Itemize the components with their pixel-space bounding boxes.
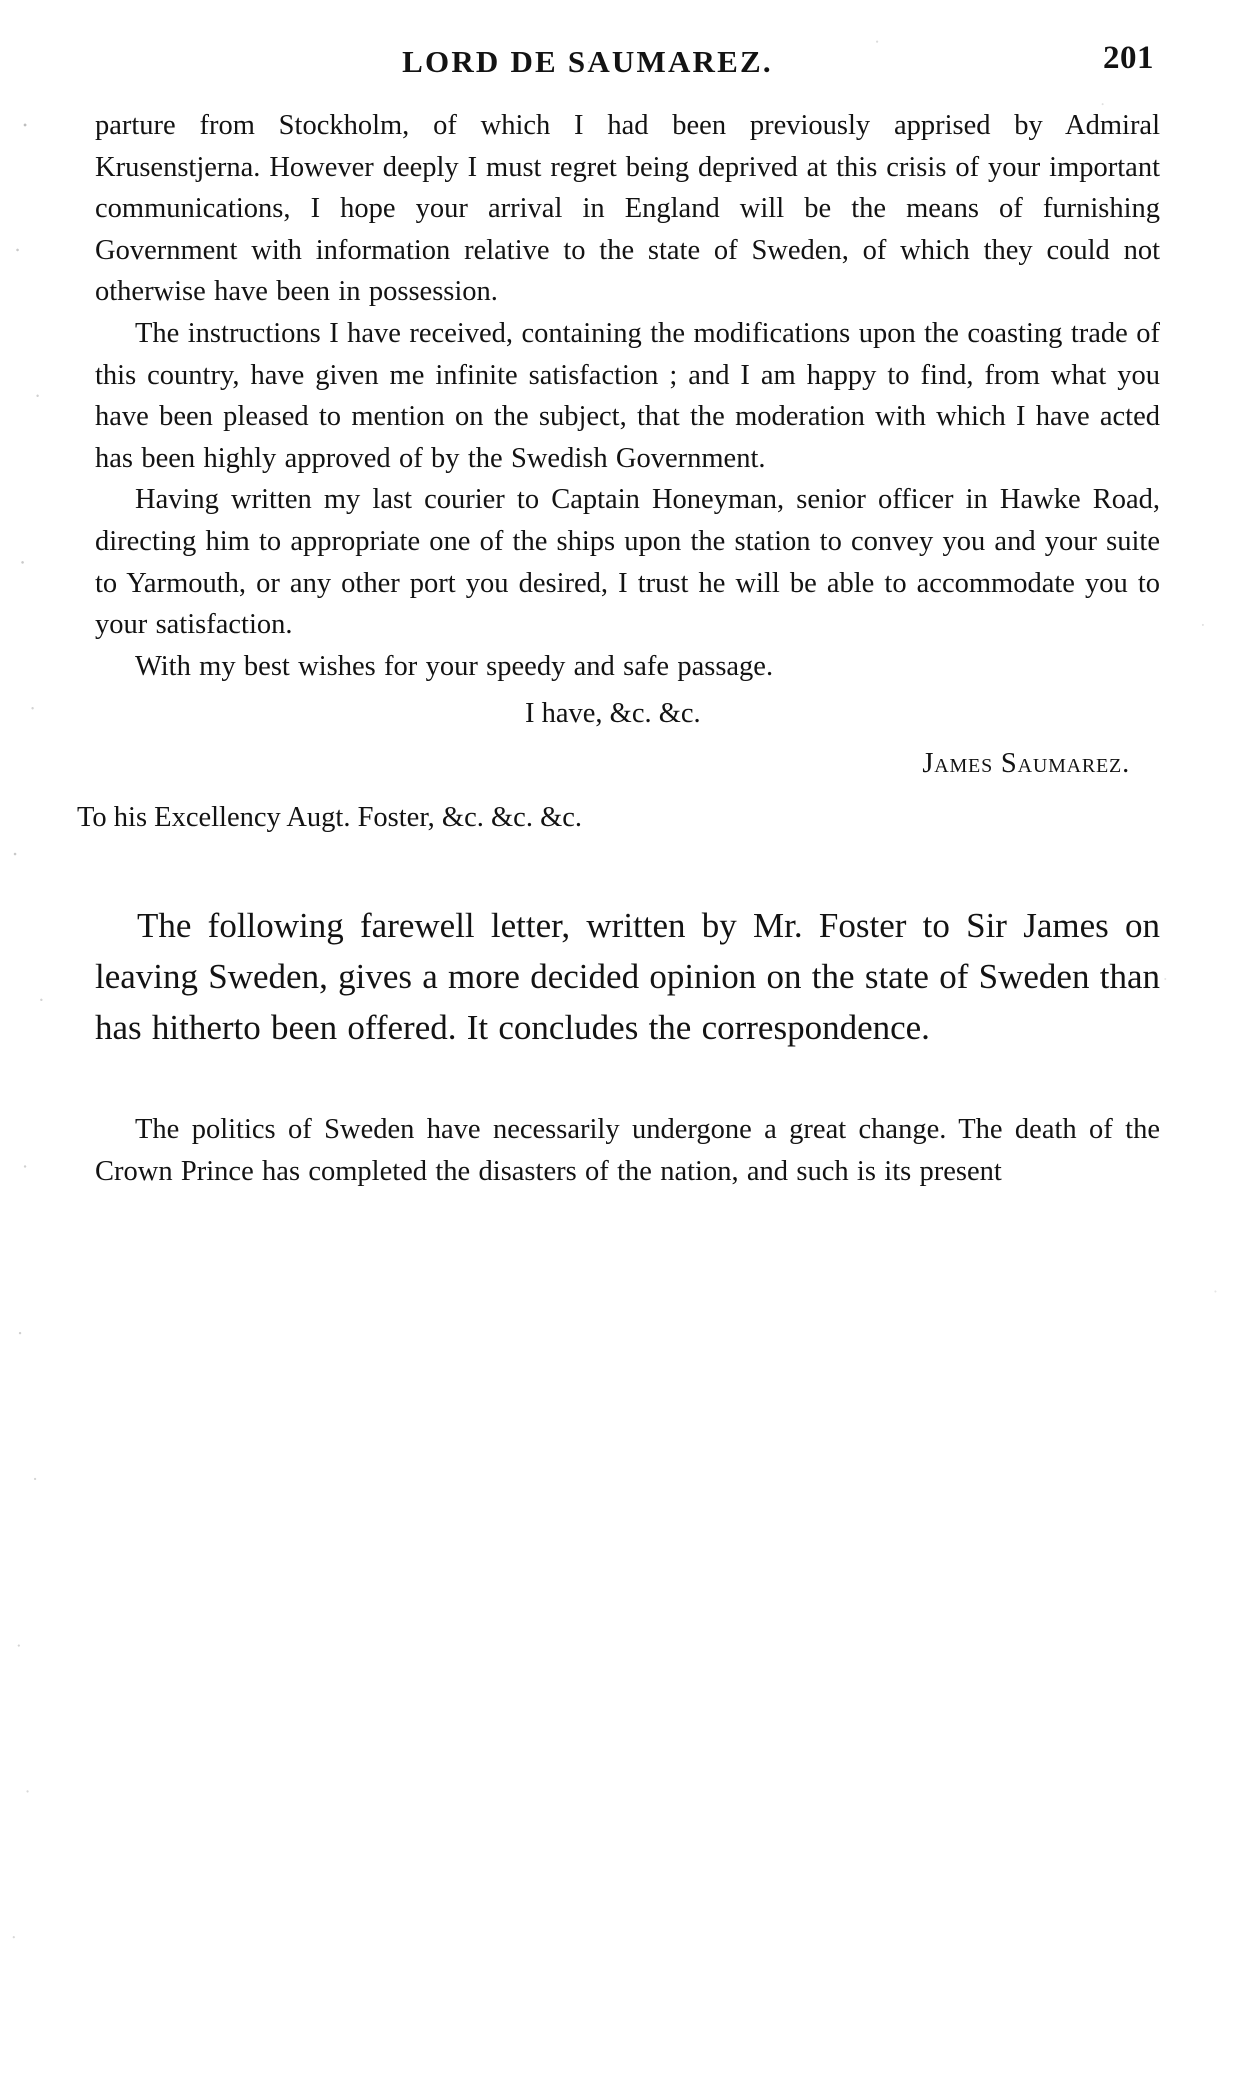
letter-paragraph: The instructions I have received, containing the modifications upon the coasting trade of this country, have given me infinite satisfaction ; and I am happy to find, from what you have been pleased to mention on the subject, that the moderation with which I have acted has been highly approved of by the Swedish Government. bbox=[95, 317, 1160, 474]
letter-paragraph: With my best wishes for your speedy and safe passage. bbox=[135, 650, 774, 682]
running-head bbox=[95, 0, 1160, 105]
page-number: 201 bbox=[1103, 40, 1154, 76]
letter-paragraph: parture from Stockholm, of which I had been previously apprised by Admiral Krusenstjerna. However deeply I must regret being deprived at this crisis of your important communications, I hope your arrival in England will be the means of furnishing Government with information relative to the state of Sweden, of which they could not otherwise have been in possession. bbox=[95, 110, 1160, 308]
letter-closing: I have, &c. &c. bbox=[525, 698, 701, 730]
next-letter-paragraph: The politics of Sweden have necessarily undergone a great change. The death of the Crown Prince has completed the disasters of the nation, and such is its present bbox=[95, 1114, 1160, 1187]
letter-addressee: To his Excellency Augt. Foster, &c. &c. &c. bbox=[77, 801, 583, 833]
letter-signature: James Saumarez. bbox=[922, 747, 1130, 779]
letter-paragraph: Having written my last courier to Captain Honeyman, senior officer in Hawke Road, directing him to appropriate one of the ships upon the station to convey you and your suite to Yarmouth, or any other port you desired, I trust he will be able to accommodate you to your satisfaction. bbox=[95, 484, 1160, 641]
section-spacer bbox=[95, 1053, 1160, 1109]
page-content bbox=[77, 0, 1160, 1192]
page-header-title: LORD DE SAUMAREZ. bbox=[402, 44, 773, 79]
editorial-note: The following farewell letter, written by Mr. Foster to Sir James on leaving Sweden, gives a more decided opinion on the state of Sweden than has hitherto been offered. It concludes the correspondence. bbox=[95, 906, 1160, 1048]
